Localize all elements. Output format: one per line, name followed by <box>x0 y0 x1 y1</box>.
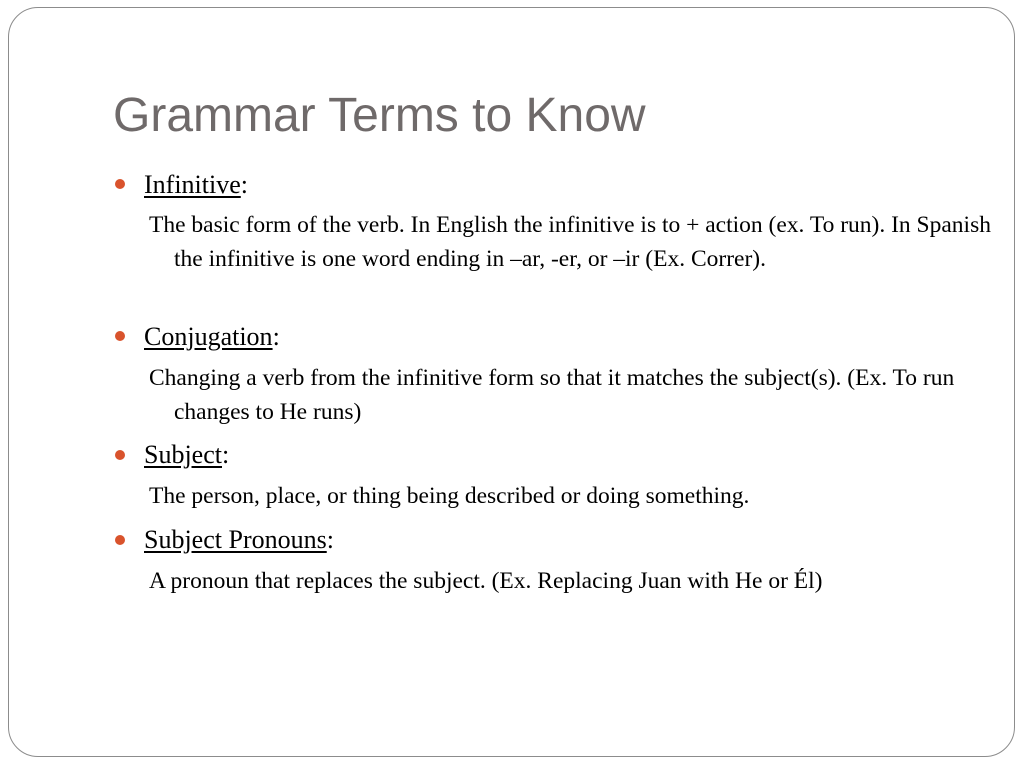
definition-conjugation: Changing a verb from the infinitive form so that it matches the subject(s). (Ex. To run changes to He runs) <box>149 365 955 425</box>
term-colon: : <box>222 440 230 469</box>
definition-subject: The person, place, or thing being described or doing something. <box>149 483 750 509</box>
term-name: Subject <box>144 440 222 469</box>
slide-title: Grammar Terms to Know <box>113 89 646 142</box>
term-name: Subject Pronouns <box>144 525 327 554</box>
bullet-icon <box>115 179 125 189</box>
definition-infinitive: The basic form of the verb. In English the infinitive is to + action (ex. To run). In Spanish the infinitive is one word ending in –ar, -er, or –ir (Ex. Correr). <box>149 212 991 272</box>
definition-subject-pronouns: A pronoun that replaces the subject. (Ex. Replacing Juan with He or Él) <box>149 568 823 594</box>
term-subject-pronouns <box>144 525 334 555</box>
bullet-icon <box>115 535 125 545</box>
term-colon: : <box>272 322 280 351</box>
term-colon: : <box>326 525 334 554</box>
term-name: Infinitive <box>144 170 241 199</box>
term-colon: : <box>240 170 248 199</box>
term-subject <box>144 440 229 470</box>
bullet-icon <box>115 450 125 460</box>
term-infinitive <box>144 170 248 200</box>
term-name: Conjugation <box>144 322 273 351</box>
term-conjugation <box>144 322 280 352</box>
bullet-icon <box>115 331 125 341</box>
